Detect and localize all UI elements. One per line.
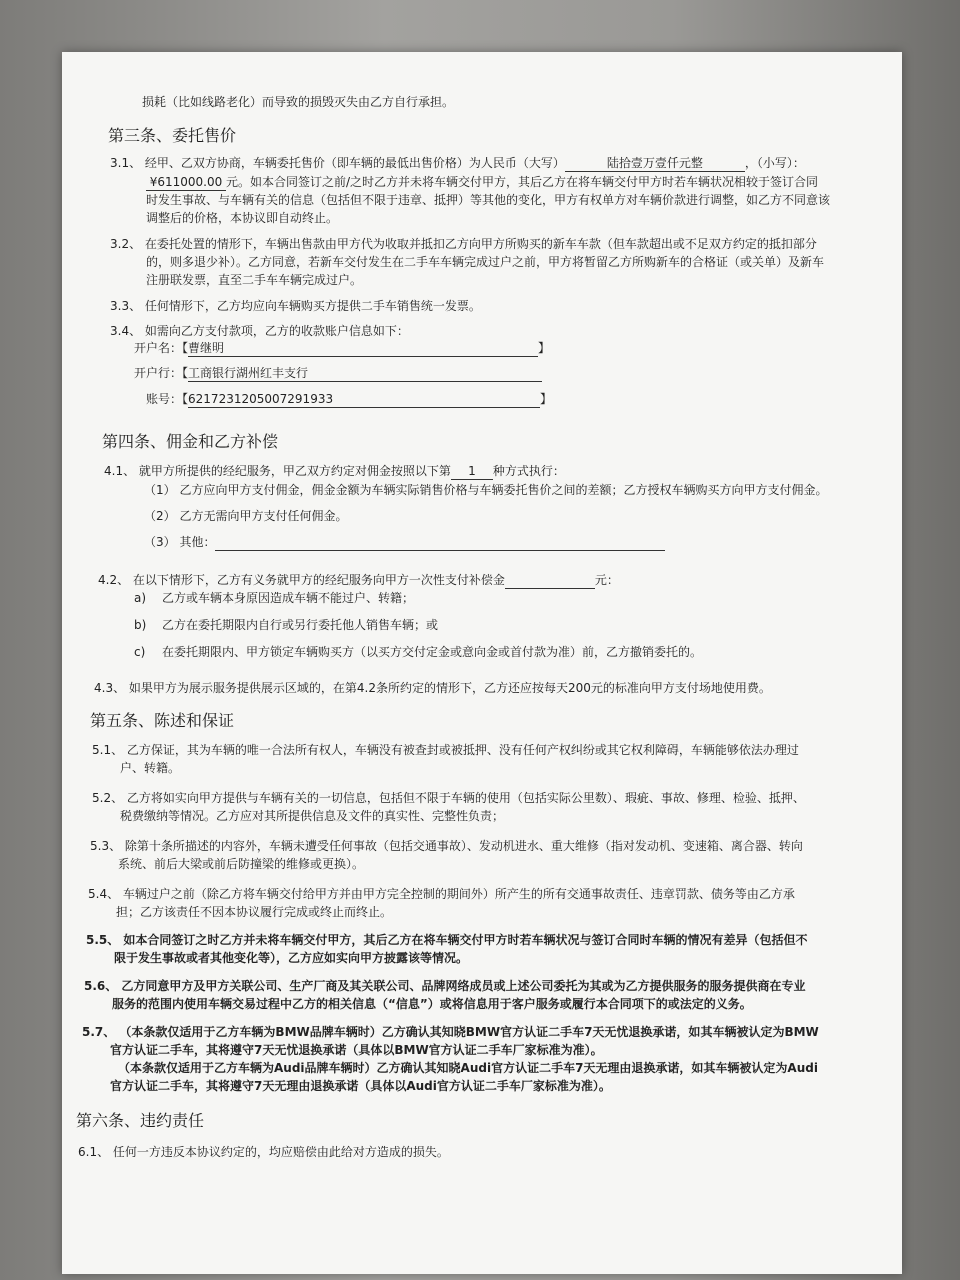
account-number-field: 6217231205007291933 xyxy=(188,391,540,408)
clause-5-7-line4: 官方认证二手车，其将遵守7天无理由退换承诺（具体以Audi官方认证二手车厂家标准为准）。 xyxy=(110,1079,611,1093)
clause-3-1-line1: 3.1、 经甲、乙双方协商，车辆委托售价（即车辆的最低出售价格）为人民币（大写） 陆拾壹万壹仟元整 ，（小写）： xyxy=(110,156,805,170)
clause-5-5-line2: 限于发生事故或者其他变化等），乙方应如实向甲方披露该等情况。 xyxy=(114,951,469,965)
option-1: （1） 乙方应向甲方支付佣金，佣金金额为车辆实际销售价格与车辆委托售价之间的差额；乙方授权车辆购买方向甲方支付佣金。 xyxy=(144,483,828,497)
compensation-field xyxy=(505,572,595,589)
clause-5-6-line1: 5.6、 乙方同意甲方及甲方关联公司、生产厂商及其关联公司、品牌网络成员或上述公司委托为其或为乙方提供服务的服务提供商在专业 xyxy=(84,979,806,993)
option-3: （3） 其他： xyxy=(144,534,665,551)
clause-5-2-line1: 5.2、 乙方将如实向甲方提供与车辆有关的一切信息，包括但不限于车辆的使用（包括实际公里数）、瑕疵、事故、修理、检验、抵押、 xyxy=(92,791,805,805)
clause-5-7-line2: 官方认证二手车，其将遵守7天无忧退换承诺（具体以BMW官方认证二手车厂家标准为准）。 xyxy=(110,1043,603,1057)
clause-4-1: 4.1、 就甲方所提供的经纪服务，甲乙双方约定对佣金按照以下第 1 种方式执行： xyxy=(104,464,565,478)
clause-3-2-line3: 注册联发票，直至二手车车辆完成过户。 xyxy=(146,273,363,287)
continued-line: 损耗（比如线路老化）而导致的损毁灭失由乙方自行承担。 xyxy=(142,95,455,109)
account-bank-row: 开户行：【工商银行湖州红丰支行 xyxy=(134,365,542,382)
clause-5-7-line1: 5.7、 （本条款仅适用于乙方车辆为BMW品牌车辆时）乙方确认其知晓BMW官方认证二手车7天无忧退换承诺，如其车辆被认定为BMW xyxy=(82,1025,819,1039)
clause-5-4-line1: 5.4、 车辆过户之前（除乙方将车辆交付给甲方并由甲方完全控制的期间外）所产生的所有交通事故责任、违章罚款、债务等由乙方承 xyxy=(88,887,795,901)
account-name-field: 曹继明 xyxy=(188,340,538,357)
clause-5-1-line1: 5.1、 乙方保证，其为车辆的唯一合法所有权人，车辆没有被查封或被抵押、没有任何产权纠纷或其它权利障碍，车辆能够依法办理过 xyxy=(92,743,799,757)
clause-5-7-line3: （本条款仅适用于乙方车辆为Audi品牌车辆时）乙方确认其知晓Audi官方认证二手车7天无理由退换承诺，如其车辆被认定为Audi xyxy=(118,1061,818,1075)
clause-5-3-line2: 系统、前后大梁或前后防撞梁的维修或更换）。 xyxy=(118,857,365,871)
clause-3-4: 3.4、 如需向乙方支付款项，乙方的收款账户信息如下： xyxy=(110,324,409,338)
clause-4-2: 4.2、 在以下情形下，乙方有义务就甲方的经纪服务向甲方一次性支付补偿金 元： xyxy=(98,573,619,587)
clause-4-2-c: c) 在委托期限内、甲方锁定车辆购买方（以买方交付定金或意向金或首付款为准）前，乙方撤销委托的。 xyxy=(134,645,703,659)
clause-5-5-line1: 5.5、 如本合同签订之时乙方并未将车辆交付甲方，其后乙方在将车辆交付甲方时若车辆状况与签订合同时车辆的情况有差异（包括但不 xyxy=(86,933,808,947)
clause-5-1-line2: 户、转籍。 xyxy=(120,761,181,775)
clause-4-2-b: b) 乙方在委托期限内自行或另行委托他人销售车辆；或 xyxy=(134,618,439,632)
clause-4-3: 4.3、 如果甲方为展示服务提供展示区域的，在第4.2条所约定的情形下，乙方还应按每天200元的标准向甲方支付场地使用费。 xyxy=(94,681,771,695)
option-3-field xyxy=(215,534,665,551)
price-number-field: ¥611000.00 xyxy=(146,174,226,191)
clause-3-1-line3: 时发生事故、与车辆有关的信息（包括但不限于违章、抵押）等其他的变化，甲方有权单方对车辆价款进行调整，如乙方不同意该 xyxy=(146,193,831,207)
article-4-title: 第四条、佣金和乙方补偿 xyxy=(102,432,279,451)
commission-option-field: 1 xyxy=(451,463,493,480)
clause-3-1-line4: 调整后的价格，本协议即自动终止。 xyxy=(146,211,339,225)
clause-3-2-line2: 的，则多退少补）。乙方同意，若新车交付发生在二手车车辆完成过户之前，甲方将暂留乙方所购新车的合格证（或关单）及新车 xyxy=(146,255,825,269)
clause-5-3-line1: 5.3、 除第十条所描述的内容外，车辆未遭受任何事故（包括交通事故）、发动机进水、重大维修（指对发动机、变速箱、离合器、转向 xyxy=(90,839,803,853)
article-5-title: 第五条、陈述和保证 xyxy=(90,711,235,730)
clause-6-1: 6.1、 任何一方违反本协议约定的，均应赔偿由此给对方造成的损失。 xyxy=(78,1145,449,1159)
clause-3-2-line1: 3.2、 在委托处置的情形下，车辆出售款由甲方代为收取并抵扣乙方向甲方所购买的新车车款（但车款超出或不足双方约定的抵扣部分 xyxy=(110,237,817,251)
clause-5-4-line2: 担；乙方该责任不因本协议履行完成或终止而终止。 xyxy=(116,905,393,919)
price-uppercase-field: 陆拾壹万壹仟元整 xyxy=(565,155,745,172)
clause-5-2-line2: 税费缴纳等情况。乙方应对其所提供信息及文件的真实性、完整性负责； xyxy=(120,809,505,823)
clause-3-1-line2: ¥611000.00 元。如本合同签订之前/之时乙方并未将车辆交付甲方，其后乙方在将车辆交付甲方时若车辆状况相较于签订合同 xyxy=(146,174,818,191)
option-2: （2） 乙方无需向甲方支付任何佣金。 xyxy=(144,509,348,523)
clause-3-3: 3.3、 任何情形下，乙方均应向车辆购买方提供二手车销售统一发票。 xyxy=(110,299,481,313)
article-6-title: 第六条、违约责任 xyxy=(76,1111,205,1130)
account-bank-field: 工商银行湖州红丰支行 xyxy=(188,365,542,382)
clause-4-2-a: a) 乙方或车辆本身原因造成车辆不能过户、转籍； xyxy=(134,591,415,605)
account-number-row: 账号：【6217231205007291933 】 xyxy=(146,392,553,406)
account-name-row: 开户名：【曹继明 】 xyxy=(134,341,551,355)
contract-page xyxy=(62,52,902,1274)
article-3-title: 第三条、委托售价 xyxy=(108,126,237,145)
clause-5-6-line2: 服务的范围内使用车辆交易过程中乙方的相关信息（“信息”）或将信息用于客户服务或履行本合同项下的或法定的义务。 xyxy=(112,997,752,1011)
